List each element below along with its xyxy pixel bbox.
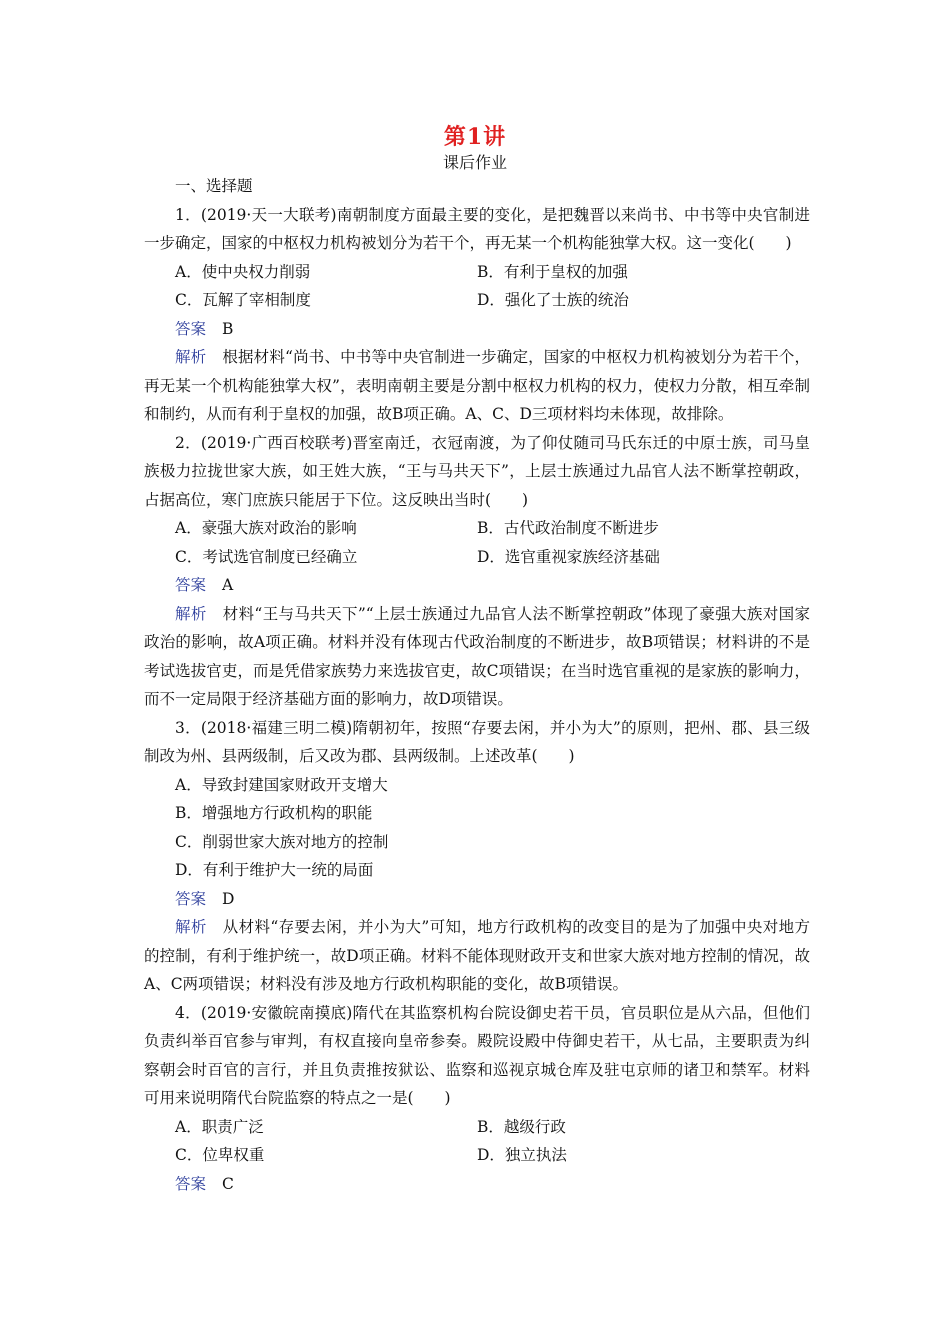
answer-line — [144, 315, 810, 344]
answer-value: B — [222, 319, 234, 338]
analysis-label: 解析 — [175, 918, 207, 936]
option-row — [144, 258, 810, 287]
option-row — [144, 1113, 810, 1142]
option: C．考试选官制度已经确立 — [175, 547, 358, 566]
page-title: 第1讲 — [443, 124, 507, 150]
analysis-text: 根据材料“尚书、中书等中央官制进一步确定，国家的中枢权力机构被划分为若干个，再无某一个机构能独掌大权”，表明南朝主要是分割中枢权力机构的权力，使权力分散，相互牵制和制约，从而有利于皇权的加强，故B项正确。A、C、D三项材料均未体现，故排除。 — [144, 348, 810, 423]
question-stem: 4．(2019·安徽皖南摸底)隋代在其监察机构台院设御史若干员，官员职位是从六品，但他们负责纠举百官参与审判，有权直接向皇帝参奏。殿院设殿中侍御史若干，从七品，主要职责为纠察朝会时百官的言行，并且负责推按狱讼、监察和巡视京城仓库及驻屯京师的诸卫和禁军。材料可用来说明隋代台院监察的特点之一是( ) — [144, 1003, 810, 1107]
page-subtitle: 课后作业 — [442, 153, 507, 172]
analysis-text: 从材料“存要去闲，并小为大”可知，地方行政机构的改变目的是为了加强中央对地方的控制，有利于维护统一，故D项正确。材料不能体现财政开支和世家大族对地方控制的情况，故A、C两项错误；材料没有涉及地方行政机构职能的变化，故B项错误。 — [144, 918, 810, 993]
option-row — [144, 543, 810, 572]
option: B．增强地方行政机构的职能 — [175, 804, 373, 822]
question-stem: 2．(2019·广西百校联考)晋室南迁，衣冠南渡，为了仰仗随司马氏东迁的中原士族，司马皇族极力拉拢世家大族，如王姓大族，“王与马共天下”，上层士族通过九品官人法不断掌控朝政，占据高位，寒门庶族只能居于下位。这反映出当时( ) — [144, 433, 810, 509]
answer-label: 答案 — [175, 1174, 207, 1193]
option: D．选官重视家族经济基础 — [477, 547, 660, 566]
answer-label: 答案 — [175, 319, 207, 338]
option-row — [144, 286, 810, 315]
answer-value: C — [222, 1174, 234, 1193]
analysis-label: 解析 — [175, 348, 207, 366]
answer-label: 答案 — [175, 889, 207, 908]
answer-value: D — [222, 889, 235, 908]
option: A．使中央权力削弱 — [175, 262, 311, 281]
answer-label: 答案 — [175, 576, 207, 594]
option: D．独立执法 — [477, 1146, 567, 1164]
option: B．有利于皇权的加强 — [477, 262, 628, 281]
option: C．削弱世家大族对地方的控制 — [175, 832, 389, 851]
analysis-label: 解析 — [175, 604, 207, 623]
option-row — [144, 1141, 810, 1170]
analysis-paragraph — [144, 343, 810, 429]
answer-value: A — [222, 576, 234, 594]
answer-line — [144, 1170, 810, 1199]
option: B．古代政治制度不断进步 — [477, 519, 659, 537]
question-stem: 1．(2019·天一大联考)南朝制度方面最主要的变化，是把魏晋以来尚书、中书等中央官制进一步确定，国家的中枢权力机构被划分为若干个，再无某一个机构能独掌大权。这一变化( ) — [144, 205, 810, 252]
section-heading: 一、选择题 — [175, 177, 253, 195]
option: C．瓦解了宰相制度 — [175, 291, 311, 309]
option-row — [144, 514, 810, 543]
option: A．职责广泛 — [175, 1117, 264, 1136]
option: C．位卑权重 — [175, 1146, 265, 1164]
option: A．导致封建国家财政开支增大 — [175, 775, 388, 794]
analysis-paragraph — [144, 600, 810, 714]
analysis-paragraph — [144, 913, 810, 999]
question-stem: 3．(2018·福建三明二模)隋朝初年，按照“存要去闲，并小为大”的原则，把州、郡、县三级制改为州、县两级制，后又改为郡、县两级制。上述改革( ) — [144, 718, 810, 765]
option: A．豪强大族对政治的影响 — [175, 519, 357, 537]
answer-line — [144, 885, 810, 914]
option: B．越级行政 — [477, 1117, 566, 1136]
analysis-text: 材料“王与马共天下”“上层士族通过九品官人法不断掌控朝政”体现了豪强大族对国家政治的影响，故A项正确。材料并没有体现古代政治制度的不断进步，故B项错误；材料讲的不是考试选拔官吏，而是凭借家族势力来选拔官吏，故C项错误；在当时选官重视的是家族的影响力，而不一定局限于经济基础方面的影响力，故D项错误。 — [144, 604, 810, 708]
content — [144, 172, 810, 1198]
option: D．有利于维护大一统的局面 — [175, 861, 374, 879]
answer-line — [144, 571, 810, 600]
option: D．强化了士族的统治 — [477, 291, 629, 309]
